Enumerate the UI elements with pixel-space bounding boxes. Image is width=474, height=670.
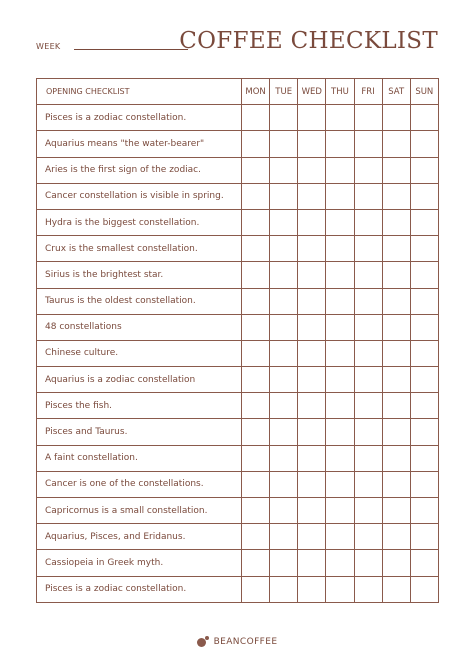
checkbox-cell-thu[interactable] <box>326 471 354 497</box>
checkbox-cell-tue[interactable] <box>270 445 298 471</box>
checkbox-cell-thu[interactable] <box>326 340 354 366</box>
task-label: Cassiopeia in Greek myth. <box>37 550 242 576</box>
checkbox-cell-sat[interactable] <box>382 471 410 497</box>
checkbox-cell-thu[interactable] <box>326 367 354 393</box>
day-header-sat: SAT <box>382 79 410 105</box>
checkbox-cell-mon[interactable] <box>242 498 270 524</box>
checkbox-cell-tue[interactable] <box>270 340 298 366</box>
checkbox-cell-tue[interactable] <box>270 209 298 235</box>
checkbox-cell-mon[interactable] <box>242 105 270 131</box>
checkbox-cell-sat[interactable] <box>382 419 410 445</box>
checkbox-cell-fri[interactable] <box>354 131 382 157</box>
checkbox-cell-sun[interactable] <box>410 419 438 445</box>
checkbox-cell-sat[interactable] <box>382 524 410 550</box>
checkbox-cell-fri[interactable] <box>354 576 382 602</box>
header-row <box>37 79 439 105</box>
checkbox-cell-fri[interactable] <box>354 393 382 419</box>
checkbox-cell-thu[interactable] <box>326 314 354 340</box>
checkbox-cell-fri[interactable] <box>354 288 382 314</box>
week-label: WEEK <box>36 42 61 51</box>
checkbox-cell-mon[interactable] <box>242 367 270 393</box>
task-label: Pisces and Taurus. <box>37 419 242 445</box>
checkbox-cell-fri[interactable] <box>354 340 382 366</box>
week-input-line[interactable] <box>74 49 188 50</box>
checkbox-cell-tue[interactable] <box>270 288 298 314</box>
table-row <box>37 183 439 209</box>
checkbox-cell-thu[interactable] <box>326 236 354 262</box>
checkbox-cell-thu[interactable] <box>326 131 354 157</box>
checkbox-cell-sat[interactable] <box>382 393 410 419</box>
checkbox-cell-mon[interactable] <box>242 419 270 445</box>
table-row <box>37 157 439 183</box>
table-row <box>37 236 439 262</box>
table-row <box>37 393 439 419</box>
task-label: Hydra is the biggest constellation. <box>37 209 242 235</box>
checkbox-cell-tue[interactable] <box>270 157 298 183</box>
checkbox-cell-fri[interactable] <box>354 209 382 235</box>
checkbox-cell-sun[interactable] <box>410 131 438 157</box>
checkbox-cell-tue[interactable] <box>270 262 298 288</box>
checkbox-cell-wed[interactable] <box>298 314 326 340</box>
table-row <box>37 314 439 340</box>
checkbox-cell-sat[interactable] <box>382 157 410 183</box>
opening-checklist-header: OPENING CHECKLIST <box>37 79 242 105</box>
checkbox-cell-wed[interactable] <box>298 236 326 262</box>
checkbox-cell-tue[interactable] <box>270 314 298 340</box>
checkbox-cell-thu[interactable] <box>326 393 354 419</box>
checkbox-cell-sun[interactable] <box>410 340 438 366</box>
checkbox-cell-wed[interactable] <box>298 471 326 497</box>
checkbox-cell-mon[interactable] <box>242 445 270 471</box>
checklist-table <box>36 78 439 603</box>
checkbox-cell-sun[interactable] <box>410 471 438 497</box>
checkbox-cell-mon[interactable] <box>242 288 270 314</box>
coffee-bean-dots-icon <box>197 636 211 648</box>
checkbox-cell-wed[interactable] <box>298 340 326 366</box>
checkbox-cell-mon[interactable] <box>242 131 270 157</box>
task-label: Pisces the fish. <box>37 393 242 419</box>
table-row <box>37 367 439 393</box>
checkbox-cell-sat[interactable] <box>382 314 410 340</box>
checkbox-cell-mon[interactable] <box>242 393 270 419</box>
checkbox-cell-tue[interactable] <box>270 105 298 131</box>
task-label: Aquarius is a zodiac constellation <box>37 367 242 393</box>
day-header-tue: TUE <box>270 79 298 105</box>
checkbox-cell-sun[interactable] <box>410 576 438 602</box>
checkbox-cell-fri[interactable] <box>354 236 382 262</box>
task-label: Aquarius means "the water-bearer" <box>37 131 242 157</box>
checkbox-cell-thu[interactable] <box>326 209 354 235</box>
day-header-fri: FRI <box>354 79 382 105</box>
checkbox-cell-sun[interactable] <box>410 183 438 209</box>
checkbox-cell-sun[interactable] <box>410 524 438 550</box>
checkbox-cell-wed[interactable] <box>298 576 326 602</box>
checkbox-cell-thu[interactable] <box>326 498 354 524</box>
checkbox-cell-fri[interactable] <box>354 314 382 340</box>
checkbox-cell-wed[interactable] <box>298 131 326 157</box>
checkbox-cell-sun[interactable] <box>410 393 438 419</box>
checkbox-cell-mon[interactable] <box>242 262 270 288</box>
task-label: Aquarius, Pisces, and Eridanus. <box>37 524 242 550</box>
task-label: Taurus is the oldest constellation. <box>37 288 242 314</box>
checkbox-cell-mon[interactable] <box>242 550 270 576</box>
checkbox-cell-fri[interactable] <box>354 105 382 131</box>
checkbox-cell-tue[interactable] <box>270 367 298 393</box>
task-label: Sirius is the brightest star. <box>37 262 242 288</box>
checkbox-cell-sun[interactable] <box>410 209 438 235</box>
checkbox-cell-mon[interactable] <box>242 236 270 262</box>
checkbox-cell-tue[interactable] <box>270 471 298 497</box>
checkbox-cell-wed[interactable] <box>298 419 326 445</box>
checkbox-cell-sun[interactable] <box>410 288 438 314</box>
table-row <box>37 131 439 157</box>
checkbox-cell-mon[interactable] <box>242 314 270 340</box>
checkbox-cell-sun[interactable] <box>410 498 438 524</box>
checkbox-cell-sat[interactable] <box>382 131 410 157</box>
checkbox-cell-sun[interactable] <box>410 367 438 393</box>
checkbox-cell-fri[interactable] <box>354 498 382 524</box>
checkbox-cell-thu[interactable] <box>326 288 354 314</box>
table-row <box>37 445 439 471</box>
checkbox-cell-sat[interactable] <box>382 236 410 262</box>
day-header-wed: WED <box>298 79 326 105</box>
checkbox-cell-tue[interactable] <box>270 236 298 262</box>
checkbox-cell-sat[interactable] <box>382 262 410 288</box>
checkbox-cell-mon[interactable] <box>242 340 270 366</box>
checkbox-cell-thu[interactable] <box>326 183 354 209</box>
checkbox-cell-sun[interactable] <box>410 157 438 183</box>
task-rows <box>37 105 439 603</box>
task-label: 48 constellations <box>37 314 242 340</box>
checkbox-cell-thu[interactable] <box>326 262 354 288</box>
checkbox-cell-thu[interactable] <box>326 576 354 602</box>
checkbox-cell-tue[interactable] <box>270 550 298 576</box>
checkbox-cell-fri[interactable] <box>354 550 382 576</box>
checkbox-cell-thu[interactable] <box>326 157 354 183</box>
checkbox-cell-wed[interactable] <box>298 524 326 550</box>
checkbox-cell-sat[interactable] <box>382 550 410 576</box>
checkbox-cell-sat[interactable] <box>382 340 410 366</box>
checkbox-cell-wed[interactable] <box>298 550 326 576</box>
checkbox-cell-sun[interactable] <box>410 105 438 131</box>
checkbox-cell-sun[interactable] <box>410 236 438 262</box>
checkbox-cell-wed[interactable] <box>298 288 326 314</box>
table-row <box>37 550 439 576</box>
checkbox-cell-wed[interactable] <box>298 445 326 471</box>
checkbox-cell-mon[interactable] <box>242 524 270 550</box>
checkbox-cell-fri[interactable] <box>354 183 382 209</box>
day-header-mon: MON <box>242 79 270 105</box>
table-row <box>37 105 439 131</box>
checkbox-cell-thu[interactable] <box>326 419 354 445</box>
checkbox-cell-wed[interactable] <box>298 393 326 419</box>
table-row <box>37 262 439 288</box>
task-label: Chinese culture. <box>37 340 242 366</box>
checkbox-cell-sat[interactable] <box>382 498 410 524</box>
checkbox-cell-wed[interactable] <box>298 209 326 235</box>
checkbox-cell-mon[interactable] <box>242 209 270 235</box>
checkbox-cell-sat[interactable] <box>382 288 410 314</box>
checkbox-cell-fri[interactable] <box>354 262 382 288</box>
checkbox-cell-tue[interactable] <box>270 131 298 157</box>
checkbox-cell-wed[interactable] <box>298 183 326 209</box>
checkbox-cell-mon[interactable] <box>242 576 270 602</box>
checkbox-cell-wed[interactable] <box>298 498 326 524</box>
checkbox-cell-mon[interactable] <box>242 471 270 497</box>
task-label: Cancer is one of the constellations. <box>37 471 242 497</box>
checkbox-cell-wed[interactable] <box>298 105 326 131</box>
checkbox-cell-fri[interactable] <box>354 471 382 497</box>
table-row <box>37 524 439 550</box>
checkbox-cell-sun[interactable] <box>410 262 438 288</box>
checkbox-cell-tue[interactable] <box>270 576 298 602</box>
footer-brand <box>0 636 474 648</box>
task-label: Crux is the smallest constellation. <box>37 236 242 262</box>
checkbox-cell-tue[interactable] <box>270 498 298 524</box>
table-row <box>37 288 439 314</box>
table-row <box>37 419 439 445</box>
checkbox-cell-thu[interactable] <box>326 524 354 550</box>
table-row <box>37 576 439 602</box>
checkbox-cell-tue[interactable] <box>270 183 298 209</box>
checkbox-cell-fri[interactable] <box>354 445 382 471</box>
checkbox-cell-fri[interactable] <box>354 524 382 550</box>
checkbox-cell-sun[interactable] <box>410 314 438 340</box>
checkbox-cell-sat[interactable] <box>382 576 410 602</box>
checkbox-cell-fri[interactable] <box>354 367 382 393</box>
checkbox-cell-sat[interactable] <box>382 445 410 471</box>
day-header-sun: SUN <box>410 79 438 105</box>
task-label: Aries is the first sign of the zodiac. <box>37 157 242 183</box>
task-label: Cancer constellation is visible in spring. <box>37 183 242 209</box>
task-label: A faint constellation. <box>37 445 242 471</box>
checkbox-cell-tue[interactable] <box>270 393 298 419</box>
task-label: Pisces is a zodiac constellation. <box>37 105 242 131</box>
table-row <box>37 340 439 366</box>
checkbox-cell-wed[interactable] <box>298 262 326 288</box>
checkbox-cell-mon[interactable] <box>242 183 270 209</box>
checkbox-cell-thu[interactable] <box>326 105 354 131</box>
table-row <box>37 209 439 235</box>
checkbox-cell-tue[interactable] <box>270 524 298 550</box>
checkbox-cell-sat[interactable] <box>382 105 410 131</box>
checkbox-cell-thu[interactable] <box>326 445 354 471</box>
checkbox-cell-thu[interactable] <box>326 550 354 576</box>
table-row <box>37 471 439 497</box>
checkbox-cell-mon[interactable] <box>242 157 270 183</box>
checkbox-cell-sun[interactable] <box>410 445 438 471</box>
task-label: Pisces is a zodiac constellation. <box>37 576 242 602</box>
checkbox-cell-fri[interactable] <box>354 419 382 445</box>
task-label: Capricornus is a small constellation. <box>37 498 242 524</box>
brand-name: BEANCOFFEE <box>213 637 278 647</box>
checkbox-cell-wed[interactable] <box>298 367 326 393</box>
checkbox-cell-sun[interactable] <box>410 550 438 576</box>
day-header-thu: THU <box>326 79 354 105</box>
checkbox-cell-fri[interactable] <box>354 157 382 183</box>
checkbox-cell-tue[interactable] <box>270 419 298 445</box>
checkbox-cell-sat[interactable] <box>382 183 410 209</box>
page-title: COFFEE CHECKLIST <box>179 28 438 54</box>
checkbox-cell-wed[interactable] <box>298 157 326 183</box>
table-row <box>37 498 439 524</box>
checkbox-cell-sat[interactable] <box>382 209 410 235</box>
checkbox-cell-sat[interactable] <box>382 367 410 393</box>
